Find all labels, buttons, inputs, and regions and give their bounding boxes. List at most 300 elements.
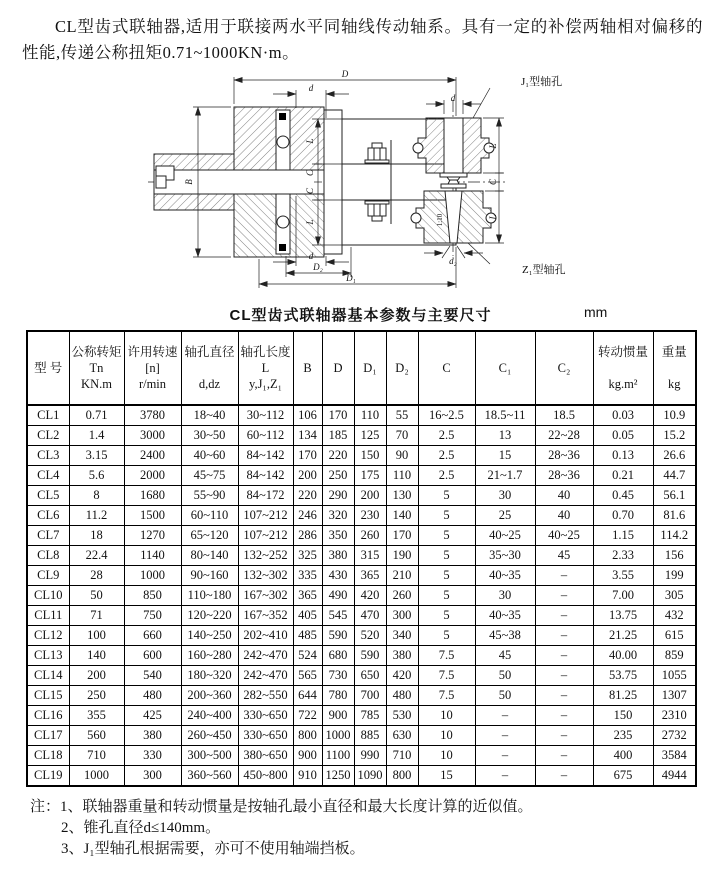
note-line-2	[61, 818, 725, 839]
table-cell: 230	[354, 506, 386, 526]
table-cell: 5	[418, 506, 475, 526]
table-cell: CL7	[27, 526, 69, 546]
table-cell: 55~90	[181, 486, 238, 506]
table-cell: –	[535, 746, 593, 766]
dim-label-C-bottom: C	[305, 187, 315, 195]
table-cell: 675	[593, 766, 653, 787]
table-cell: 40~60	[181, 446, 238, 466]
column-header: C₁	[475, 331, 535, 405]
table-cell: –	[535, 666, 593, 686]
table-cell: 110	[386, 466, 418, 486]
table-cell: 380	[386, 646, 418, 666]
note-text: 1、联轴器重量和转动惯量是按轴孔最小直径和最大长度计算的近似值。	[60, 799, 533, 815]
table-cell: CL14	[27, 666, 69, 686]
table-cell: 5	[418, 586, 475, 606]
table-cell: 190	[386, 546, 418, 566]
table-cell: CL3	[27, 446, 69, 466]
table-cell: 242~470	[238, 646, 293, 666]
table-cell: 65~120	[181, 526, 238, 546]
table-cell: 200	[354, 486, 386, 506]
table-cell: 910	[293, 766, 322, 787]
table-cell: CL19	[27, 766, 69, 787]
table-cell: 2.33	[593, 546, 653, 566]
table-cell: 545	[322, 606, 354, 626]
table-row	[27, 606, 696, 626]
table-cell: 850	[124, 586, 181, 606]
table-cell: 1270	[124, 526, 181, 546]
table-cell: 300	[124, 766, 181, 787]
table-cell: 40~35	[475, 566, 535, 586]
table-cell: 430	[322, 566, 354, 586]
table-cell: 13.75	[593, 606, 653, 626]
table-cell: 340	[386, 626, 418, 646]
table-cell: 18	[69, 526, 124, 546]
table-cell: 200~360	[181, 686, 238, 706]
table-cell: CL6	[27, 506, 69, 526]
table-cell: –	[535, 686, 593, 706]
table-cell: 290	[322, 486, 354, 506]
table-cell: 28~36	[535, 446, 593, 466]
table-cell: 30	[475, 486, 535, 506]
column-header: B	[293, 331, 322, 405]
table-cell: –	[535, 706, 593, 726]
table-row	[27, 405, 696, 426]
j1-leader-line	[473, 88, 490, 118]
table-cell: –	[535, 646, 593, 666]
table-cell: CL4	[27, 466, 69, 486]
table-cell: 260~450	[181, 726, 238, 746]
table-cell: 650	[354, 666, 386, 686]
table-cell: 0.13	[593, 446, 653, 466]
table-cell: 150	[593, 706, 653, 726]
table-cell: 40~25	[475, 526, 535, 546]
table-cell: 1055	[653, 666, 696, 686]
table-cell: 490	[322, 586, 354, 606]
table-cell: 140	[69, 646, 124, 666]
table-cell: 365	[293, 586, 322, 606]
table-cell: 3584	[653, 746, 696, 766]
table-cell: –	[535, 566, 593, 586]
table-cell: 3780	[124, 405, 181, 426]
table-cell: 170	[386, 526, 418, 546]
table-cell: 5	[418, 546, 475, 566]
table-cell: 380~650	[238, 746, 293, 766]
column-header: 转动惯量 kg.m²	[593, 331, 653, 405]
table-cell: 680	[322, 646, 354, 666]
coupling-section-drawing	[146, 70, 616, 298]
table-cell: 160~280	[181, 646, 238, 666]
table-cell: 405	[293, 606, 322, 626]
table-cell: 13	[475, 426, 535, 446]
table-cell: 2.5	[418, 466, 475, 486]
table-cell: 15	[418, 766, 475, 787]
dim-label-d-top: d	[308, 83, 314, 93]
j1-hole-label: J₁型轴孔	[521, 76, 563, 88]
table-cell: 55	[386, 405, 418, 426]
table-cell: 175	[354, 466, 386, 486]
table-cell: 800	[386, 766, 418, 787]
table-cell: 5	[418, 626, 475, 646]
table-cell: 420	[386, 666, 418, 686]
table-cell: 10	[418, 746, 475, 766]
column-header: 许用转速 [n] r/min	[124, 331, 181, 405]
table-cell: 90~160	[181, 566, 238, 586]
table-cell: 44.7	[653, 466, 696, 486]
table-cell: –	[535, 586, 593, 606]
table-cell: 485	[293, 626, 322, 646]
table-cell: 30	[475, 586, 535, 606]
table-cell: 300	[386, 606, 418, 626]
table-cell: 0.70	[593, 506, 653, 526]
table-cell: 53.75	[593, 666, 653, 686]
table-cell: 1100	[322, 746, 354, 766]
table-cell: 170	[322, 405, 354, 426]
table-cell: 400	[593, 746, 653, 766]
table-cell: 80~140	[181, 546, 238, 566]
table-cell: 330~650	[238, 706, 293, 726]
table-cell: 644	[293, 686, 322, 706]
table-row	[27, 466, 696, 486]
table-cell: CL15	[27, 686, 69, 706]
table-cell: CL16	[27, 706, 69, 726]
table-cell: 1.15	[593, 526, 653, 546]
dim-label-C-right: C	[488, 178, 498, 186]
column-header: D₂	[386, 331, 418, 405]
table-cell: 7.5	[418, 686, 475, 706]
note-text: 3、J₁型轴孔根据需要，亦可不使用轴端挡板。	[61, 841, 365, 857]
table-cell: 10	[418, 726, 475, 746]
table-cell: 50	[69, 586, 124, 606]
table-cell: 210	[386, 566, 418, 586]
table-cell: 2732	[653, 726, 696, 746]
table-cell: 22.4	[69, 546, 124, 566]
table-cell: 5	[418, 606, 475, 626]
table-cell: 0.21	[593, 466, 653, 486]
table-cell: 132~252	[238, 546, 293, 566]
note-text: 2、锥孔直径d≤140mm。	[61, 820, 221, 836]
table-cell: 1.4	[69, 426, 124, 446]
table-row	[27, 726, 696, 746]
table-cell: 200	[293, 466, 322, 486]
table-cell: 470	[354, 606, 386, 626]
table-cell: 700	[354, 686, 386, 706]
notes-prefix: 注：	[30, 799, 61, 815]
table-cell: 240~400	[181, 706, 238, 726]
table-cell: 7.5	[418, 666, 475, 686]
table-cell: 360~560	[181, 766, 238, 787]
table-cell: 220	[322, 446, 354, 466]
taper-label: 1:10	[436, 213, 444, 227]
table-header-row	[27, 331, 696, 405]
table-cell: 125	[354, 426, 386, 446]
table-cell: 4944	[653, 766, 696, 787]
table-cell: 859	[653, 646, 696, 666]
table-cell: 2.5	[418, 446, 475, 466]
table-row	[27, 706, 696, 726]
table-cell: 885	[354, 726, 386, 746]
table-cell: 50	[475, 666, 535, 686]
table-cell: CL17	[27, 726, 69, 746]
table-cell: 21~1.7	[475, 466, 535, 486]
table-cell: 45~75	[181, 466, 238, 486]
table-cell: 28~36	[535, 466, 593, 486]
table-cell: 18~40	[181, 405, 238, 426]
table-cell: 630	[386, 726, 418, 746]
table-title-row	[26, 304, 695, 326]
table-cell: –	[535, 766, 593, 787]
table-cell: 590	[354, 646, 386, 666]
table-cell: 45	[535, 546, 593, 566]
table-cell: 1250	[322, 766, 354, 787]
table-cell: 480	[386, 686, 418, 706]
table-cell: 81.25	[593, 686, 653, 706]
table-cell: 0.71	[69, 405, 124, 426]
table-cell: 40	[535, 486, 593, 506]
table-cell: –	[475, 746, 535, 766]
dim-label-C-top: C	[305, 169, 315, 177]
table-cell: 750	[124, 606, 181, 626]
table-cell: 110~180	[181, 586, 238, 606]
table-cell: 2310	[653, 706, 696, 726]
dim-label-L-bottom: L	[305, 219, 315, 225]
table-cell: 590	[322, 626, 354, 646]
table-cell: 202~410	[238, 626, 293, 646]
table-cell: 90	[386, 446, 418, 466]
table-cell: 30~50	[181, 426, 238, 446]
table-cell: 84~142	[238, 446, 293, 466]
table-cell: 140~250	[181, 626, 238, 646]
table-cell: 0.05	[593, 426, 653, 446]
table-cell: 60~110	[181, 506, 238, 526]
column-header: C	[418, 331, 475, 405]
table-cell: 107~212	[238, 526, 293, 546]
table-cell: 5.6	[69, 466, 124, 486]
table-cell: 107~212	[238, 506, 293, 526]
table-cell: 25	[475, 506, 535, 526]
table-cell: 722	[293, 706, 322, 726]
table-cell: 246	[293, 506, 322, 526]
note-line-1	[30, 797, 725, 818]
table-cell: 990	[354, 746, 386, 766]
dim-label-B: B	[184, 179, 194, 185]
table-cell: 84~142	[238, 466, 293, 486]
table-cell: 242~470	[238, 666, 293, 686]
table-row	[27, 566, 696, 586]
table-row	[27, 626, 696, 646]
table-cell: 380	[322, 546, 354, 566]
column-header: 轴孔直径 d,dz	[181, 331, 238, 405]
table-cell: 50	[475, 686, 535, 706]
table-cell: 660	[124, 626, 181, 646]
table-cell: 0.03	[593, 405, 653, 426]
table-row	[27, 666, 696, 686]
table-cell: 60~112	[238, 426, 293, 446]
table-cell: 18.5	[535, 405, 593, 426]
table-cell: 110	[354, 405, 386, 426]
table-cell: 21.25	[593, 626, 653, 646]
column-header: D	[322, 331, 354, 405]
table-cell: CL10	[27, 586, 69, 606]
table-row	[27, 766, 696, 787]
table-cell: 7.00	[593, 586, 653, 606]
table-cell: 30~112	[238, 405, 293, 426]
dim-label-d2: d₂	[449, 256, 457, 266]
table-cell: 114.2	[653, 526, 696, 546]
table-cell: 1500	[124, 506, 181, 526]
table-cell: 420	[354, 586, 386, 606]
table-body	[27, 405, 696, 786]
table-cell: 28	[69, 566, 124, 586]
table-cell: 5	[418, 486, 475, 506]
column-header: 重量 kg	[653, 331, 696, 405]
table-cell: 2.5	[418, 426, 475, 446]
table-cell: –	[535, 606, 593, 626]
table-cell: 1680	[124, 486, 181, 506]
table-cell: CL18	[27, 746, 69, 766]
table-cell: 800	[293, 726, 322, 746]
column-header: D₁	[354, 331, 386, 405]
table-cell: 26.6	[653, 446, 696, 466]
table-cell: 320	[322, 506, 354, 526]
table-cell: 5	[418, 566, 475, 586]
table-cell: 170	[293, 446, 322, 466]
table-cell: 100	[69, 626, 124, 646]
table-cell: CL2	[27, 426, 69, 446]
table-cell: 600	[124, 646, 181, 666]
table-cell: 156	[653, 546, 696, 566]
table-cell: 520	[354, 626, 386, 646]
table-cell: 5	[418, 526, 475, 546]
table-cell: 45	[475, 646, 535, 666]
table-cell: 530	[386, 706, 418, 726]
notes-section	[30, 797, 725, 860]
table-cell: 81.6	[653, 506, 696, 526]
table-cell: 56.1	[653, 486, 696, 506]
table-row	[27, 686, 696, 706]
dim-label-d-bottom: d	[308, 251, 314, 261]
table-cell: 8	[69, 486, 124, 506]
table-cell: 540	[124, 666, 181, 686]
table-cell: 18.5~11	[475, 405, 535, 426]
table-cell: CL13	[27, 646, 69, 666]
table-cell: 300~500	[181, 746, 238, 766]
table-cell: 282~550	[238, 686, 293, 706]
table-cell: 185	[322, 426, 354, 446]
table-cell: 132~302	[238, 566, 293, 586]
table-cell: 40.00	[593, 646, 653, 666]
table-cell: 167~352	[238, 606, 293, 626]
table-cell: 120~220	[181, 606, 238, 626]
table-cell: 355	[69, 706, 124, 726]
table-cell: CL1	[27, 405, 69, 426]
table-cell: 45~38	[475, 626, 535, 646]
table-cell: 785	[354, 706, 386, 726]
table-cell: 615	[653, 626, 696, 646]
table-cell: –	[475, 706, 535, 726]
table-cell: 1140	[124, 546, 181, 566]
table-cell: 70	[386, 426, 418, 446]
dim-label-L-top: L	[305, 138, 315, 144]
table-cell: 3.55	[593, 566, 653, 586]
table-cell: 10	[418, 706, 475, 726]
dim-label-D1: D₁	[346, 273, 356, 283]
table-cell: 260	[386, 586, 418, 606]
table-cell: 40~35	[475, 606, 535, 626]
z1-leader-line	[468, 243, 490, 264]
table-cell: 16~2.5	[418, 405, 475, 426]
table-cell: 710	[69, 746, 124, 766]
table-cell: 3.15	[69, 446, 124, 466]
intro-paragraph: CL型齿式联轴器,适用于联接两水平同轴线传动轴系。具有一定的补偿两轴相对偏移的性能,传递公称扭矩0.71~1000KN·m。	[22, 17, 703, 62]
table-cell: 1307	[653, 686, 696, 706]
table-cell: CL5	[27, 486, 69, 506]
column-header: 轴孔长度 L y,J₁,Z₁	[238, 331, 293, 405]
table-cell: 40	[535, 506, 593, 526]
table-cell: 1000	[124, 566, 181, 586]
table-cell: 565	[293, 666, 322, 686]
z1-hole-label: Z₁型轴孔	[522, 264, 566, 276]
table-cell: 10.9	[653, 405, 696, 426]
dim-label-L-right-bottom: L	[488, 214, 498, 220]
table-cell: 11.2	[69, 506, 124, 526]
table-cell: 84~172	[238, 486, 293, 506]
table-cell: –	[475, 766, 535, 787]
table-cell: 325	[293, 546, 322, 566]
table-row	[27, 426, 696, 446]
table-cell: 335	[293, 566, 322, 586]
table-cell: 260	[354, 526, 386, 546]
table-cell: –	[535, 726, 593, 746]
table-row	[27, 506, 696, 526]
table-cell: 140	[386, 506, 418, 526]
table-cell: 199	[653, 566, 696, 586]
table-cell: 432	[653, 606, 696, 626]
table-row	[27, 526, 696, 546]
table-cell: 710	[386, 746, 418, 766]
table-cell: 180~320	[181, 666, 238, 686]
table-cell: –	[475, 726, 535, 746]
table-cell: 286	[293, 526, 322, 546]
table-cell: 450~800	[238, 766, 293, 787]
table-cell: 305	[653, 586, 696, 606]
table-cell: 1000	[322, 726, 354, 746]
table-cell: 2000	[124, 466, 181, 486]
table-cell: 15	[475, 446, 535, 466]
column-header: 型 号	[27, 331, 69, 405]
dim-label-d-right: d	[450, 93, 456, 103]
note-line-3	[61, 839, 725, 860]
table-cell: 134	[293, 426, 322, 446]
table-cell: 1090	[354, 766, 386, 787]
table-cell: 425	[124, 706, 181, 726]
table-cell: 560	[69, 726, 124, 746]
table-cell: 220	[293, 486, 322, 506]
table-cell: 330~650	[238, 726, 293, 746]
table-cell: 71	[69, 606, 124, 626]
dim-label-L-right-top: L	[488, 143, 498, 149]
table-row	[27, 746, 696, 766]
table-cell: CL9	[27, 566, 69, 586]
table-cell: 524	[293, 646, 322, 666]
table-row	[27, 546, 696, 566]
table-cell: CL11	[27, 606, 69, 626]
table-cell: 0.45	[593, 486, 653, 506]
parameters-table	[26, 330, 697, 787]
unit-label: mm	[584, 304, 608, 320]
table-cell: –	[535, 626, 593, 646]
table-cell: 35~30	[475, 546, 535, 566]
dim-label-D2: D₂	[313, 262, 323, 272]
